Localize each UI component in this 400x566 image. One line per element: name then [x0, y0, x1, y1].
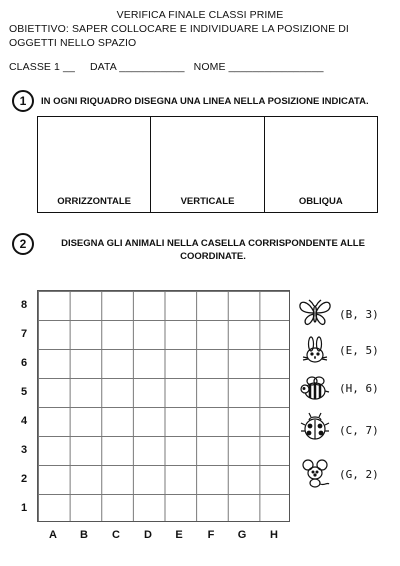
box-label: ORRIZZONTALE — [57, 196, 132, 207]
worksheet-objective: OBIETTIVO: SAPER COLLOCARE E INDIVIDUARE LA POSIZIONE DI OGGETTI NELLO SPAZIO — [9, 23, 349, 49]
box-label: VERTICALE — [180, 196, 235, 207]
column-label: A — [49, 529, 57, 541]
box-oblique[interactable] — [265, 117, 377, 212]
exercise-2-number: 2 — [12, 233, 34, 255]
column-label: D — [144, 529, 152, 541]
box-horizontal[interactable] — [38, 117, 151, 212]
column-label: B — [80, 529, 88, 541]
class-field: CLASSE 1 __ — [9, 61, 75, 73]
name-field: NOME ________________ — [193, 61, 324, 73]
row-label: 8 — [20, 299, 28, 311]
animal-coordinate: (E, 5) — [339, 344, 379, 357]
ladybug-icon — [298, 412, 332, 442]
animal-coordinate: (H, 6) — [339, 382, 379, 395]
student-info-row — [9, 60, 324, 74]
coordinate-grid[interactable] — [37, 290, 290, 522]
column-label: H — [270, 529, 278, 541]
row-label: 1 — [20, 502, 28, 514]
exercise-1-number: 1 — [12, 90, 34, 112]
row-label: 2 — [20, 473, 28, 485]
mouse-icon — [298, 458, 332, 488]
row-label: 5 — [20, 386, 28, 398]
bunny-icon — [298, 336, 332, 366]
row-label: 4 — [20, 415, 28, 427]
box-vertical[interactable] — [151, 117, 264, 212]
line-drawing-boxes — [37, 116, 378, 213]
animal-coordinate: (G, 2) — [339, 468, 379, 481]
column-label: C — [112, 529, 120, 541]
animal-coordinate: (B, 3) — [339, 308, 379, 321]
row-label: 6 — [20, 357, 28, 369]
bee-icon — [298, 374, 332, 404]
butterfly-icon — [298, 298, 332, 328]
exercise-1-instruction: IN OGNI RIQUADRO DISEGNA UNA LINEA NELLA POSIZIONE INDICATA. — [41, 96, 369, 107]
row-label: 7 — [20, 328, 28, 340]
column-label: F — [207, 529, 215, 541]
column-label: G — [237, 529, 247, 541]
date-field: DATA ___________ — [89, 61, 185, 73]
box-label: OBLIQUA — [298, 196, 343, 207]
worksheet-title: VERIFICA FINALE CLASSI PRIME — [116, 9, 284, 21]
column-label: E — [175, 529, 183, 541]
animal-coordinate: (C, 7) — [339, 424, 379, 437]
exercise-2-instruction: DISEGNA GLI ANIMALI NELLA CASELLA CORRISPONDENTE ALLE COORDINATE. — [61, 238, 365, 262]
row-label: 3 — [20, 444, 28, 456]
